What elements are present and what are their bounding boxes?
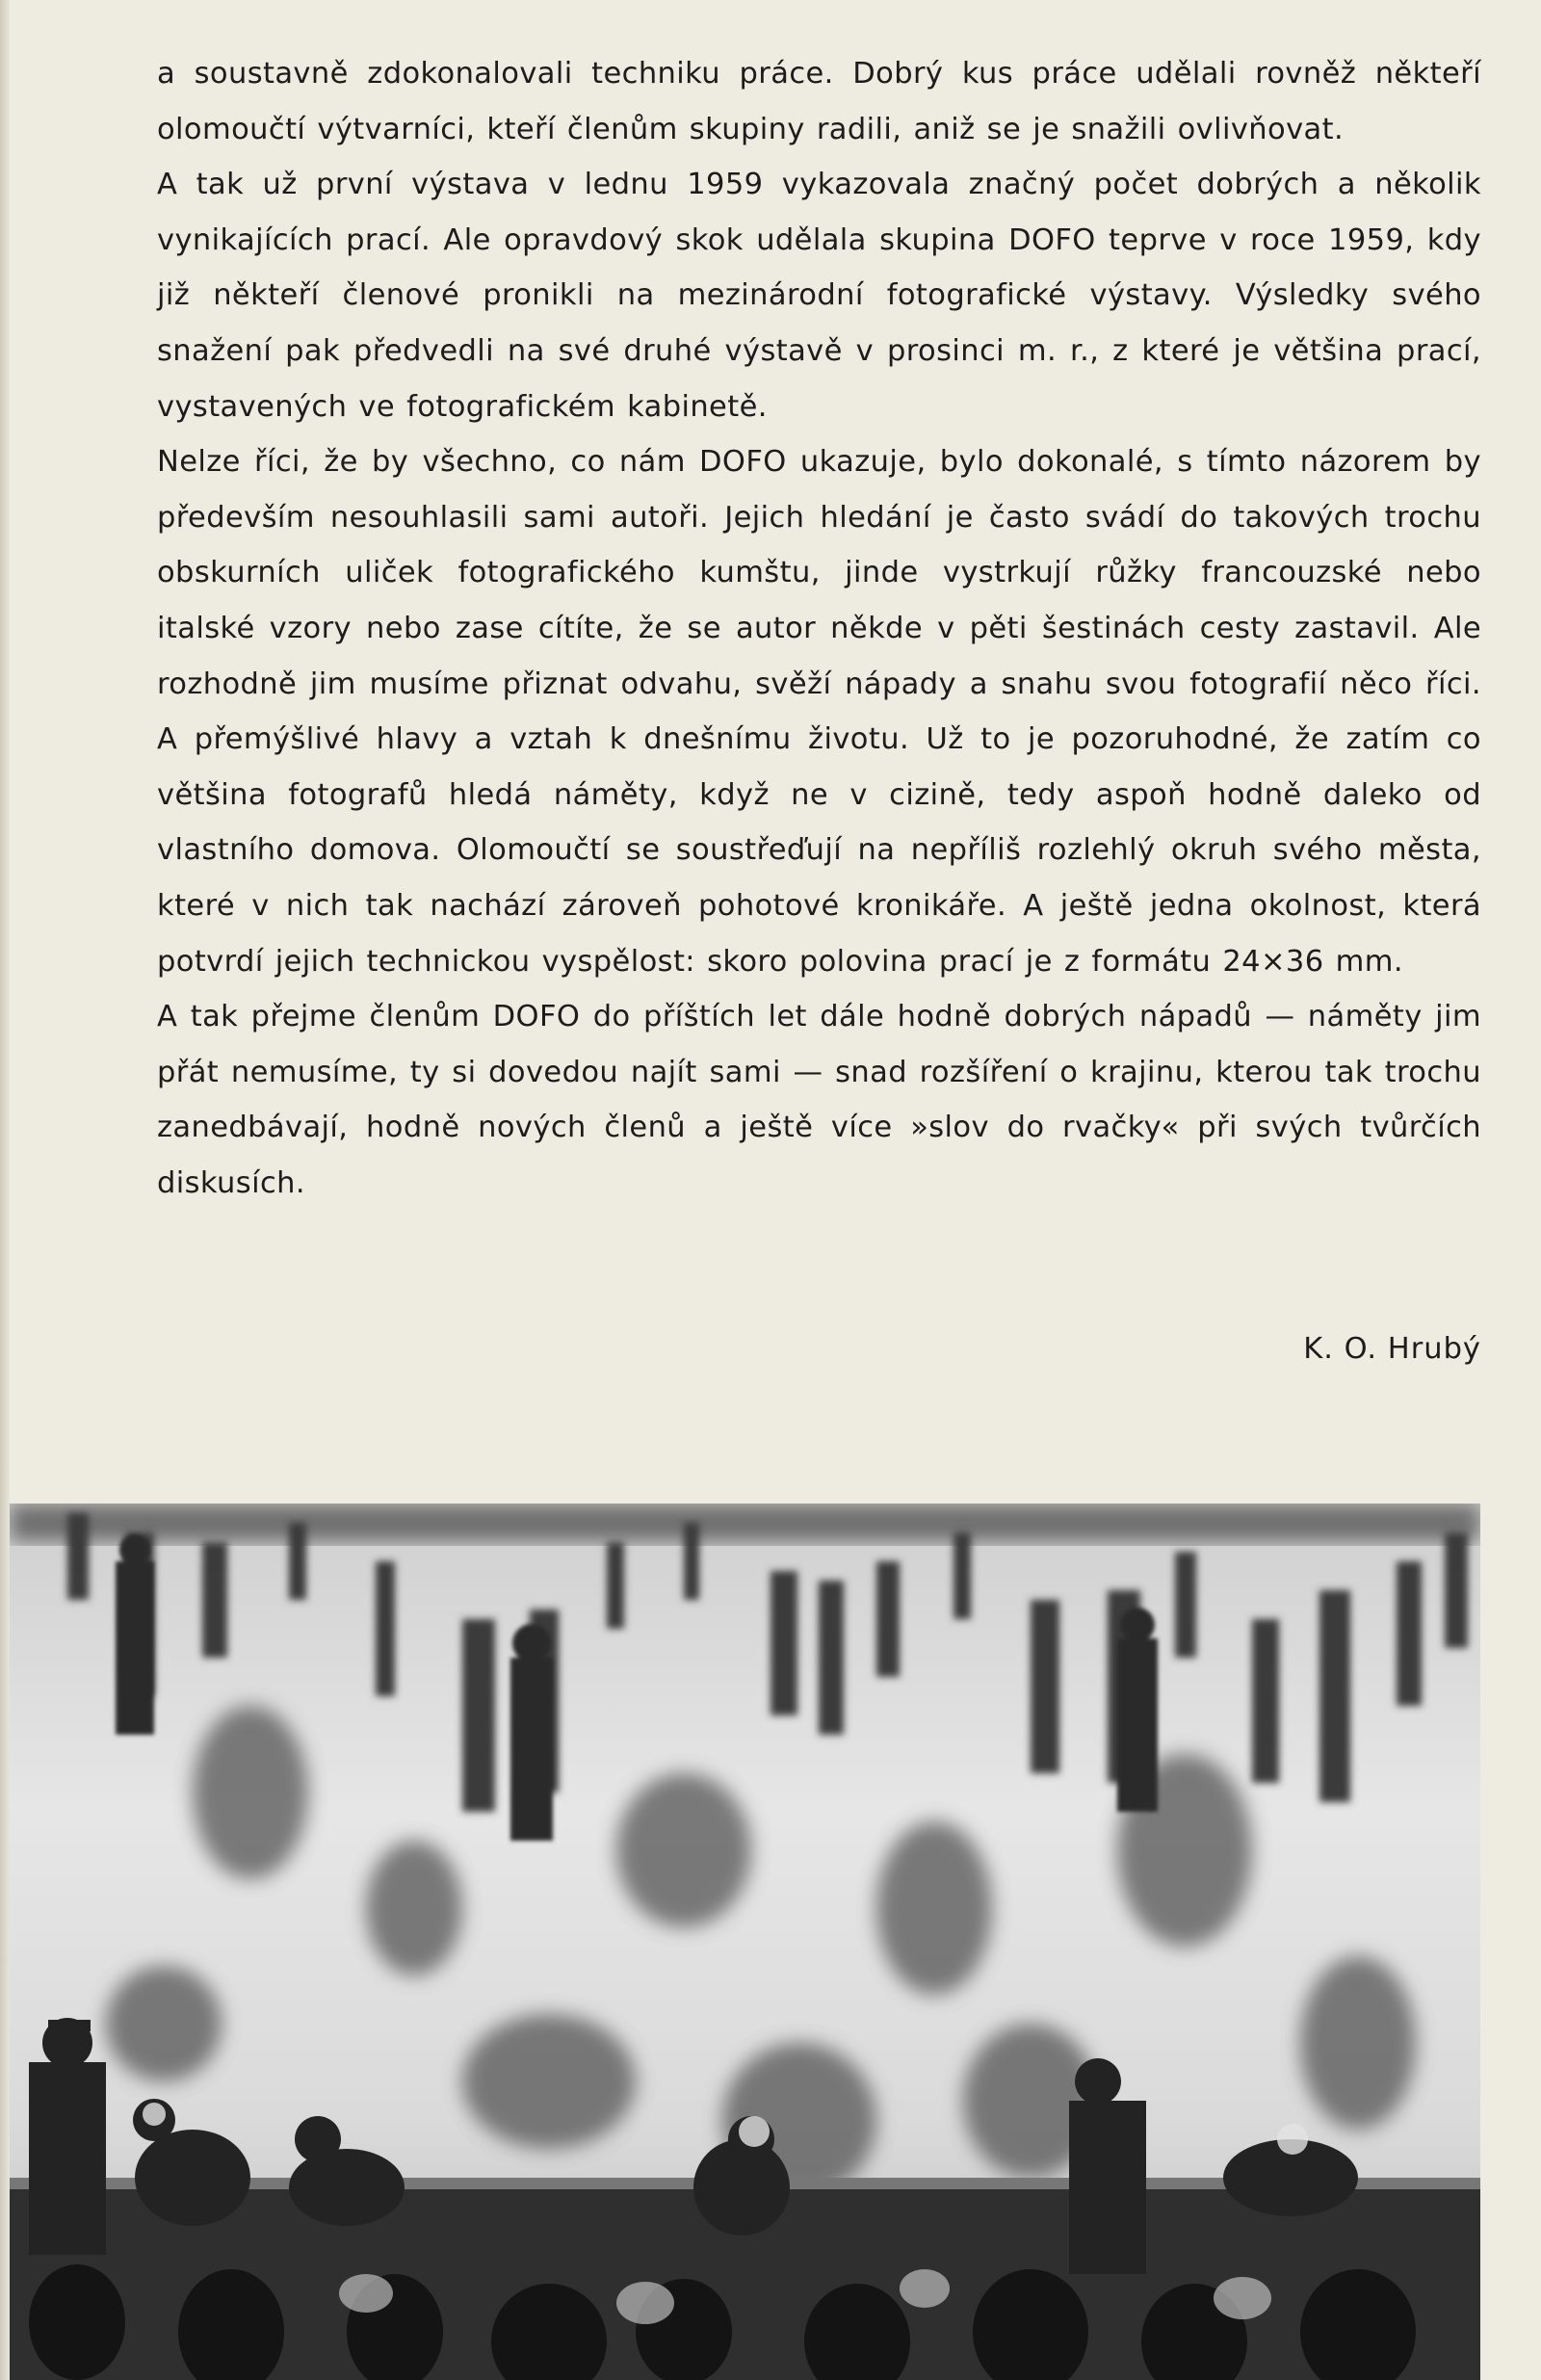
paragraph-2: A tak už první výstava v lednu 1959 vykazovala značný počet dobrých a několik vynikajících prací. Ale opravdový skok udělala skupina DOFO teprve v roce 1959, kdy již někteří členové pronikli na mezinárodní fotografické výstavy. Výsledky svého snažení pak předvedli na své druhé výstavě v prosinci m. r., z které je většina prací, vystavených ve fotografickém kabinetě. bbox=[157, 168, 1481, 424]
author-signature: K. O. Hrubý bbox=[1303, 1332, 1481, 1366]
paragraph-4: A tak přejme členům DOFO do příštích let dále hodně dobrých nápadů — náměty jim přát nemusíme, ty si dovedou najít sami — snad rozšíření o krajinu, kterou tak trochu zanedbávají, hodně nových členů a ještě více »slov do rvačky« při svých tvůrčích diskusích. bbox=[157, 1000, 1481, 1200]
paragraph-3: Nelze říci, že by všechno, co nám DOFO ukazuje, bylo dokonalé, s tímto názorem by především nesouhlasili sami autoři. Jejich hledání je často svádí do takových trochu obskurních uliček fotografického kumštu, jinde vystrkují růžky francouzské nebo italské vzory nebo zase cítíte, že se autor někde v pěti šestinách cesty zastavil. Ale rozhodně jim musíme přiznat odvahu, svěží nápady a snahu svou fotografií něco říci. A přemýšlivé hlavy a vztah k dnešnímu životu. Už to je pozoruhodné, že zatím co většina fotografů hledá náměty, když ne v cizině, tedy aspoň hodně daleko od vlastního domova. Olomoučtí se soustřeďují na nepříliš rozlehlý okruh svého města, které v nich tak nachází zároveň pohotové kronikáře. A ještě jedna okolnost, která potvrdí jejich technickou vyspělost: skoro polovina prací je z formátu 24×36 mm. bbox=[157, 445, 1481, 979]
article-body bbox=[157, 46, 1481, 1211]
ice-rink-photo bbox=[10, 1504, 1480, 2380]
paragraph-1: a soustavně zdokonalovali techniku práce. Dobrý kus práce udělali rovněž někteří olomoučtí výtvarníci, kteří členům skupiny radili, aniž se je snažili ovlivňovat. bbox=[157, 57, 1481, 146]
page-edge bbox=[0, 0, 10, 2380]
